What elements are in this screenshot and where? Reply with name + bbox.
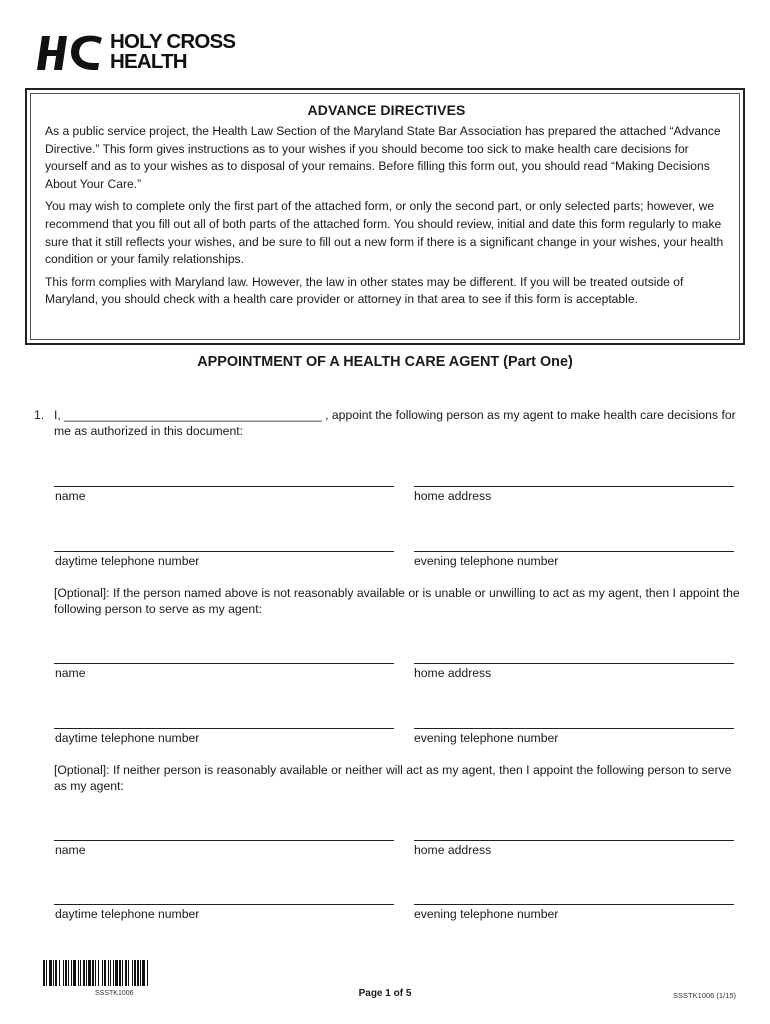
item-1: [34, 407, 744, 439]
agent3-name-field[interactable]: [54, 840, 394, 841]
optional-alternate-agent-1: [Optional]: If the person named above is not reasonably available or is unable or unwilling to act as my agent, then I appoint the following person to serve as my agent:: [54, 586, 740, 616]
notice-title: ADVANCE DIRECTIVES: [307, 102, 466, 118]
logo-line-1: HOLY CROSS: [110, 30, 236, 53]
agent2-day-phone-label: daytime telephone number: [55, 731, 200, 745]
agent1-name-field[interactable]: [54, 486, 394, 487]
optional-alternate-agent-2: [Optional]: If neither person is reasonably available or neither will act as my agent, then I appoint the following person to serve as my agent:: [54, 763, 732, 793]
agent1-name-label: name: [55, 489, 86, 503]
agent2-day-phone-field[interactable]: [54, 728, 394, 729]
agent2-eve-phone-field[interactable]: [414, 728, 734, 729]
agent3-day-phone-label: daytime telephone number: [55, 907, 200, 921]
agent1-eve-phone-field[interactable]: [414, 551, 734, 552]
agent2-eve-phone-label: evening telephone number: [414, 731, 559, 745]
agent2-name-label: name: [55, 666, 86, 680]
agent2-address-label: home address: [414, 666, 492, 680]
hc-logo-mark: [36, 30, 106, 74]
agent3-address-label: home address: [414, 843, 492, 857]
logo-line-2: HEALTH: [110, 50, 187, 73]
part-one-title: APPOINTMENT OF A HEALTH CARE AGENT (Part One): [197, 354, 573, 370]
notice-paragraph-2: You may wish to complete only the first part of the attached form, or only the second part, or only selected parts; however, we recommend that you fill out all of both parts of the attached form. You should review, initial and date this form regularly to make sure that it still reflects your wishes, and be sure to fill out a new form if there is a significant change in your wishes, your health condition or your family relationships.: [45, 199, 724, 267]
barcode-caption: SSSTK1006: [95, 990, 134, 997]
agent2-address-field[interactable]: [414, 663, 734, 664]
agent3-eve-phone-field[interactable]: [414, 904, 734, 905]
form-code: SSSTK1006 (1/15): [673, 991, 736, 1000]
agent1-day-phone-label: daytime telephone number: [55, 554, 200, 568]
page-number: Page 1 of 5: [358, 988, 412, 999]
holy-cross-health-logo: [36, 30, 236, 76]
agent3-eve-phone-label: evening telephone number: [414, 907, 559, 921]
advance-directives-notice: [25, 88, 745, 345]
notice-inner-frame: [30, 93, 740, 340]
agent3-name-label: name: [55, 843, 86, 857]
logo-wordmark: [110, 32, 235, 72]
agent1-eve-phone-label: evening telephone number: [414, 554, 559, 568]
agent1-day-phone-field[interactable]: [54, 551, 394, 552]
item-1-text[interactable]: I, ______________________________________ , appoint the following person as my agent to make health care decisions for me as authorized in this document:: [54, 408, 736, 438]
agent3-address-field[interactable]: [414, 840, 734, 841]
agent2-name-field[interactable]: [54, 663, 394, 664]
item-number: 1.: [34, 408, 45, 422]
agent3-day-phone-field[interactable]: [54, 904, 394, 905]
notice-paragraph-3: This form complies with Maryland law. However, the law in other states may be different. If you will be treated outside of Maryland, you should check with a health care provider or attorney in that area to see if this form is acceptable.: [45, 274, 684, 307]
agent1-address-field[interactable]: [414, 486, 734, 487]
barcode-image: [43, 960, 188, 986]
agent1-address-label: home address: [414, 489, 492, 503]
notice-paragraph-1: As a public service project, the Health Law Section of the Maryland State Bar Association has prepared the attached “Advance Directive.” This form gives instructions as to your wishes if you should become too sick to make health care decisions for yourself and as to your wishes as to disposal of your remains. Before filling this form out, you should read “Making Decisions About Your Care.”: [45, 124, 721, 191]
